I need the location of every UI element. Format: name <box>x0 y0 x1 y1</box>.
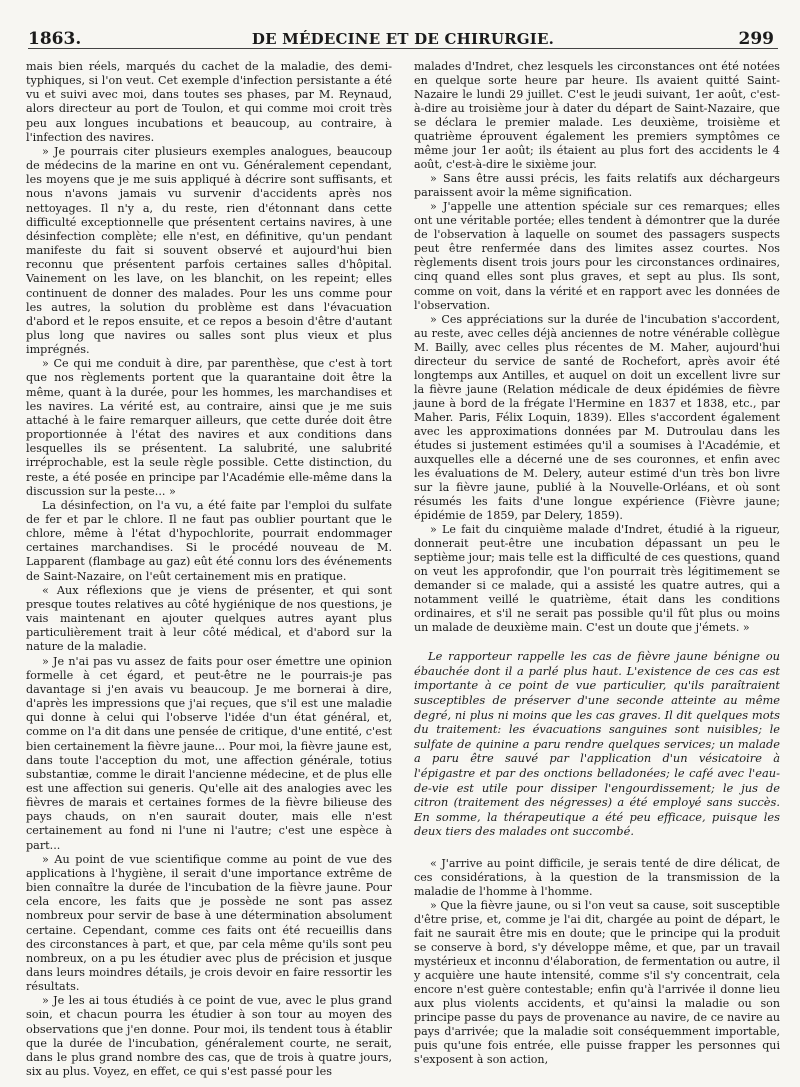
paragraph: » Ces appréciations sur la durée de l'incubation s'accordent, au reste, avec celles déjà anciennes de notre vénérable collègue M. Bailly, avec celles plus récentes de M. Maher, aujourd'hui directeur du service de santé de Rochefort, après avoir été longtemps aux Antilles, et auquel on doit un excellent livre sur la fièvre jaune (Relation médicale de deux épidémies de fièvre jaune à bord de la frégate l'Hermine en 1837 et 1838, etc., par Maher. Paris, Félix Loquin, 1839). Elles s'accordent également avec les approximations données par M. Dutroulau dans les études si justement estimées qu'il a soumises à l'Académie, et auxquelles elle a décerné une de ses couronnes, et enfin avec les évaluations de M. Delery, auteur estimé d'un très bon livre sur la fièvre jaune, publié à la Nouvelle-Orléans, et où sont résumés les faits d'une longue expérience (Fièvre jaune; épidémie de 1859, par Delery, 1859). <box>414 312 780 522</box>
paragraph: » Je n'ai pas vu assez de faits pour oser émettre une opinion formelle à cet égard, et peut-être ne le pourrais-je pas davantage si j'en avais vu beaucoup. Je me bornerai à dire, d'après les impressions que j'ai reçues, que s'il est une maladie qui donne à celui qui l'observe l'idée d'un état général, et, comme on l'a dit dans une pensée de critique, d'une entité, c'est bien certainement la fièvre jaune... Pour moi, la fièvre jaune est, dans toute l'acception du mot, une affection générale, totius substantiæ, comme le dirait l'ancienne médecine, et de plus elle est une affection sui generis. Qu'elle ait des analogies avec les fièvres de marais et certaines formes de la fièvre bilieuse des pays chauds, on n'en saurait douter, mais elle n'est certainement au fond ni l'une ni l'autre; c'est une espèce à part... <box>26 654 392 852</box>
paragraph: » Que la fièvre jaune, ou si l'on veut sa cause, soit susceptible d'être prise, et, comme je l'ai dit, chargée au point de départ, le fait ne saurait être mis en doute; que le principe qui la produit se conserve à bord, s'y développe même, et que, par un travail mystérieux et inconnu d'élaboration, de fermentation ou autre, il y acquière une haute intensité, comme s'il s'y concentrait, cela encore n'est guère contestable; enfin qu'à l'arrivée il donne lieu aux plus violents accidents, et qu'ainsi la maladie ou son principe passe du pays de provenance au navire, de ce navire au pays d'arrivée; que la maladie soit conséquemment importable, puis qu'une fois entrée, elle puisse frapper les personnes qui s'exposent à son action, <box>414 899 780 1067</box>
running-header <box>28 26 778 49</box>
paragraph: « Aux réflexions que je viens de présenter, et qui sont presque toutes relatives au côté hygiénique de nos questions, je vais maintenant en ajouter quelques autres ayant plus particulièrement trait à leur côté médical, et d'abord sur la nature de la maladie. <box>26 583 392 654</box>
paragraph: « J'arrive au point difficile, je serais tenté de dire délicat, de ces considérations, à la question de la transmission de la maladie de l'homme à l'homme. <box>414 857 780 899</box>
header-title: DE MÉDECINE ET DE CHIRURGIE. <box>251 30 555 48</box>
right-column <box>414 60 780 1067</box>
paragraph: » Au point de vue scientifique comme au point de vue des applications à l'hygiène, il serait d'une importance extrême de bien connaître la durée de l'incubation de la fièvre jaune. Pour cela encore, les faits que je possède ne sont pas assez nombreux pour servir de base à une détermination absolument certaine. Cependant, comme ces faits ont été recueillis dans des circonstances à part, et que, par cela même qu'ils sont peu nombreux, on a pu les étudier avec plus de précision et jusque dans leurs moindres détails, je crois devoir en faire ressortir les résultats. <box>26 852 392 994</box>
rapporteur-note <box>414 649 780 839</box>
paragraph: » Ce qui me conduit à dire, par parenthèse, que c'est à tort que nos règlements portent que la quarantaine doit être la même, quant à la durée, pour les hommes, les marchandises et les navires. La vérité est, au contraire, ainsi que je me suis attaché à le faire remarquer ailleurs, que cette durée doit être proportionnée à l'état des navires et aux conditions dans lesquelles ils se présentent. La salubrité, une salubrité irréprochable, est la seule règle possible. Cette distinction, du reste, a été posée en principe par l'Académie elle-même dans la discussion sur la peste... » <box>26 357 392 498</box>
paragraph: » Je les ai tous étudiés à ce point de vue, avec le plus grand soin, et chacun pourra les étudier à son tour au moyen des observations que j'en donne. Pour moi, ils tendent tous à établir que la durée de l'incubation, généralement courte, ne serait, dans le plus grand nombre des cas, que de trois à quatre jours, six au plus. Voyez, en effet, ce qui s'est passé pour les <box>26 994 392 1079</box>
paragraph: » Sans être aussi précis, les faits relatifs aux déchargeurs paraissent avoir la même signification. <box>414 172 780 200</box>
paragraph: » Je pourrais citer plusieurs exemples analogues, beaucoup de médecins de la marine en ont vu. Généralement cependant, les moyens que je me suis appliqué à décrire sont suffisants, et nous n'avons jamais vu survenir d'accidents après nos nettoyages. Il n'y a, du reste, rien d'étonnant dans cette difficulté exceptionnelle que présentent certains navires, à une désinfection complète; elle n'est, en définitive, qu'un pendant manifeste du fait si souvent observé et aujourd'hui bien reconnu que présentent parfois certaines salles d'hôpital. Vainement on les lave, on les blanchit, on les repeint; elles continuent de donner des malades. Pour les uns comme pour les autres, la solution du problème est dans l'évacuation d'abord et le repos ensuite, et ce repos a besoin d'être d'autant plus long que navires ou salles sont plus vieux et plus imprégnés. <box>26 144 392 357</box>
paragraph: La désinfection, on l'a vu, a été faite par l'emploi du sulfate de fer et par le chlore. Il ne faut pas oublier pourtant que le chlore, même à l'état d'hypochlorite, pourrait endommager certaines marchandises. Si le procédé nouveau de M. Lapparent (flambage au gaz) eût été connu lors des événements de Saint-Nazaire, on l'eût certainement mis en pratique. <box>26 498 392 583</box>
left-column <box>26 60 392 1079</box>
paragraph: » Le fait du cinquième malade d'Indret, étudié à la rigueur, donnerait peut-être une incubation dépassant un peu le septième jour; mais telle est la difficulté de ces questions, quand on veut les approfondir, que l'on pourrait très légitimement se demander si ce malade, qui a assisté les quatre autres, qui a notamment veillé le quatrième, était dans les conditions ordinaires, et s'il ne serait pas possible qu'il fût plus ou moins un malade de deuxième main. C'est un doute que j'émets. » <box>414 523 780 635</box>
paragraph: » J'appelle une attention spéciale sur ces remarques; elles ont une véritable portée; elles tendent à démontrer que la durée de l'observation à laquelle on soumet des passagers suspects peut être renfermée dans des limites assez courtes. Nos règlements disent trois jours pour les circonstances ordinaires, cinq quand elles sont plus graves, et sept au plus. Ils sont, comme on voit, dans la vérité et en rapport avec les données de l'observation. <box>414 200 780 312</box>
paragraph: malades d'Indret, chez lesquels les circonstances ont été notées en quelque sorte heure par heure. Ils avaient quitté Saint-Nazaire le lundi 29 juillet. C'est le jeudi suivant, 1er août, c'est-à-dire au troisième jour à dater du départ de Saint-Nazaire, que se déclara le premier malade. Les deuxième, troisième et quatrième éprouvent également les premiers symptômes ce même jour 1er août; ils étaient au plus fort des accidents le 4 août, c'est-à-dire le sixième jour. <box>414 60 780 172</box>
note-text: Le rapporteur rappelle les cas de fièvre jaune bénigne ou ébauchée dont il a parlé plus haut. L'existence de ces cas est importante à ce point de vue particulier, qu'ils paraîtraient susceptibles de préserver d'une seconde atteinte au même degré, ni plus ni moins que les cas graves. Il dit quelques mots du traitement: les évacuations sanguines sont nuisibles; le sulfate de quinine a paru rendre quelques services; un malade a paru être sauvé par l'application d'un vésicatoire à l'épigastre et par des onctions belladonées; le café avec l'eau-de-vie est utile pour dissiper l'engourdissement; le jus de citron (traitement des négresses) a été employé sans succès. En somme, la thérapeutique a été peu efficace, puisque les deux tiers des malades ont succombé. <box>414 649 780 839</box>
paragraph: mais bien réels, marqués du cachet de la maladie, des demi-typhiques, si l'on veut. Cet exemple d'infection persistante a été vu et suivi avec moi, dans toutes ses phases, par M. Reynaud, alors directeur au port de Toulon, et qui comme moi croit très peu aux longues incubations et beaucoup, au contraire, à l'infection des navires. <box>26 60 392 144</box>
header-year: 1863. <box>28 29 82 49</box>
page-number: 299 <box>738 29 774 49</box>
